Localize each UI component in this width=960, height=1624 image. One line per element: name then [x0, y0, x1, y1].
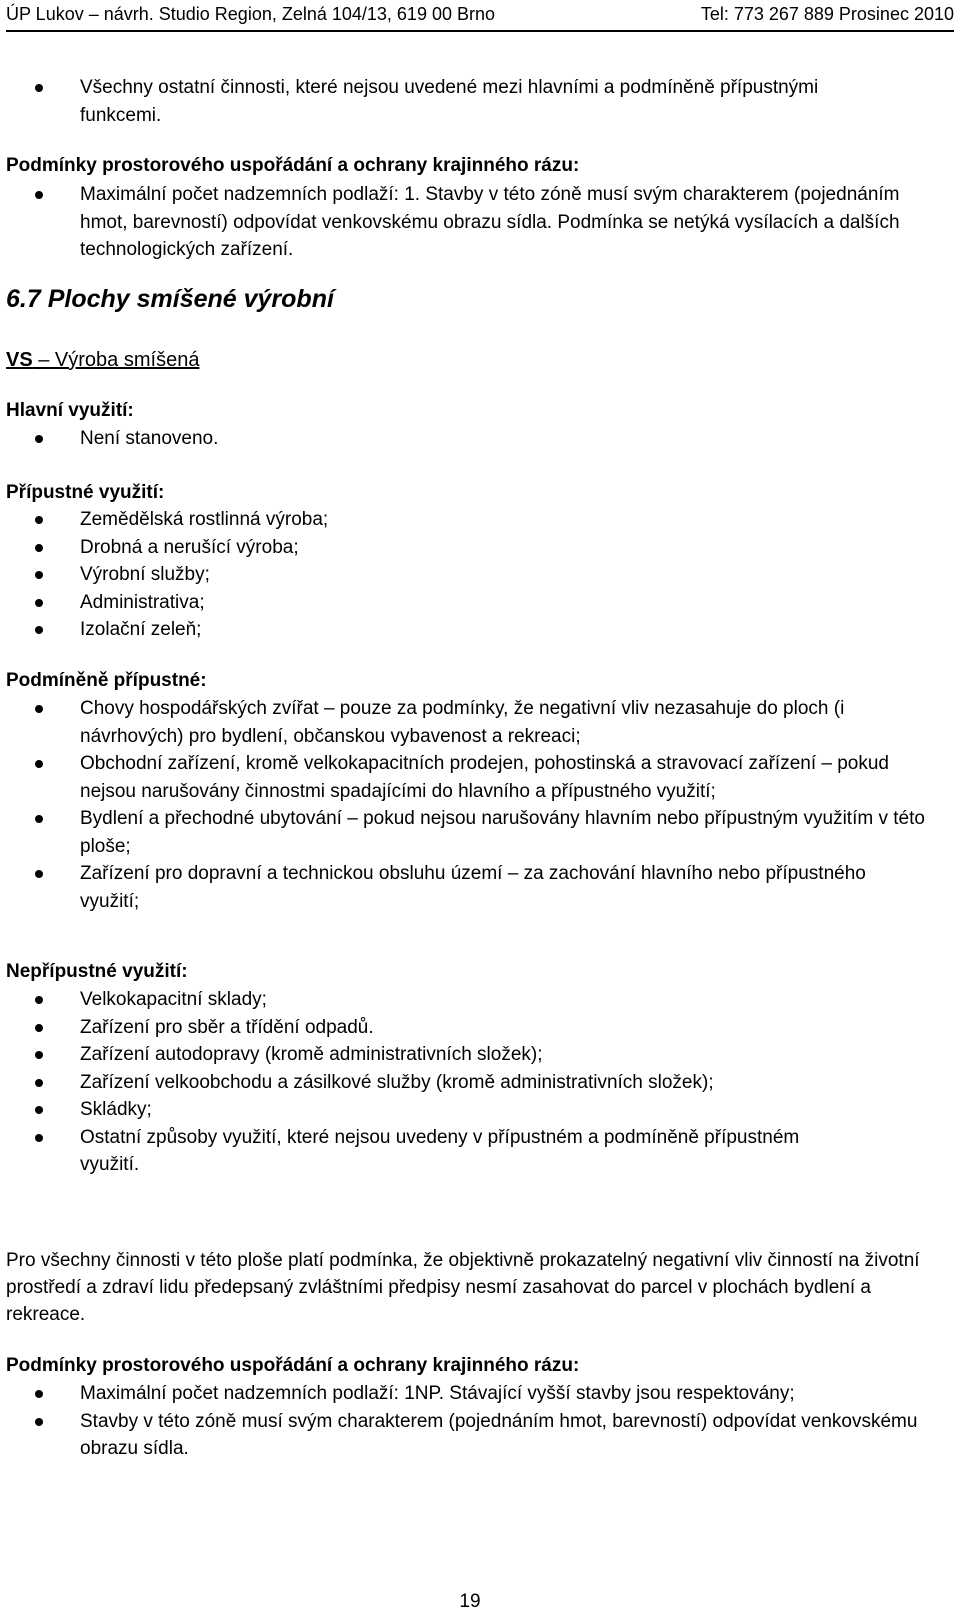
page-number: 19 — [459, 1591, 481, 1612]
list-item: Stavby v této zóně musí svým charakterem (pojednáním hmot, barevností) odpovídat venkovskému obrazu sídla. — [6, 1408, 954, 1463]
list-item: Velkokapacitní sklady; — [6, 986, 954, 1014]
bullet-icon — [35, 544, 43, 552]
list-item: Bydlení a přechodné ubytování – pokud nejsou narušovány hlavním nebo přípustným využitím v této ploše; — [6, 805, 954, 860]
section-title: 6.7 Plochy smíšené výrobní — [6, 285, 334, 313]
bullet-icon — [35, 599, 43, 607]
section-code: VS — [6, 349, 33, 371]
general-condition-paragraph: Pro všechny činnosti v této ploše platí podmínka, že objektivně prokazatelný negativní vliv činností na životní prostředí a zdraví lidu předepsaný zvláštními předpisy nesmí zasahovat do parcel v plochách bydlení a rekreace. — [6, 1250, 920, 1325]
prohibited-heading: Nepřípustné využití: — [6, 961, 188, 982]
list-item: Zařízení velkoobchodu a zásilkové služby (kromě administrativních složek); — [6, 1069, 954, 1097]
bullet-icon — [35, 870, 43, 878]
list-item: Izolační zeleň; — [6, 616, 954, 644]
bullet-icon — [35, 516, 43, 524]
bullet-icon — [35, 84, 43, 92]
bullet-icon — [35, 435, 43, 443]
conditions-heading: Podmínky prostorového uspořádání a ochrany krajinného rázu: — [6, 155, 580, 176]
list-item: Ostatní způsoby využití, které nejsou uvedeny v přípustném a podmíněně přípustném využití. — [6, 1124, 954, 1179]
bullet-icon — [35, 1134, 43, 1142]
conditions-heading-2: Podmínky prostorového uspořádání a ochrany krajinného rázu: — [6, 1355, 580, 1376]
list-item: Skládky; — [6, 1096, 954, 1124]
bullet-icon — [35, 626, 43, 634]
list-item: Výrobní služby; — [6, 561, 954, 589]
list-item: Zemědělská rostlinná výroba; — [6, 506, 954, 534]
intro-list — [6, 74, 954, 129]
main-use-heading: Hlavní využití: — [6, 400, 134, 421]
bullet-icon — [35, 815, 43, 823]
list-item: Zařízení autodopravy (kromě administrativních složek); — [6, 1041, 954, 1069]
bullet-icon — [35, 1390, 43, 1398]
bullet-icon — [35, 191, 43, 199]
list-item: Obchodní zařízení, kromě velkokapacitních prodejen, pohostinská a stravovací zařízení – pokud nejsou narušovány činnostmi spadajícími do hlavního a přípustného využití; — [6, 750, 954, 805]
bullet-icon — [35, 760, 43, 768]
main-use-list — [6, 425, 954, 453]
list-item: Zařízení pro dopravní a technickou obsluhu území – za zachování hlavního nebo přípustného využití; — [6, 860, 954, 915]
list-item: Chovy hospodářských zvířat – pouze za podmínky, že negativní vliv nezasahuje do ploch (i návrhových) pro bydlení, občanskou vybavenost a rekreaci; — [6, 695, 954, 750]
prohibited-list — [6, 986, 954, 1179]
header-left: ÚP Lukov – návrh. Studio Region, Zelná 104/13, 619 00 Brno — [6, 4, 495, 24]
bullet-icon — [35, 1079, 43, 1087]
list-item: Drobná a nerušící výroba; — [6, 534, 954, 562]
conditional-heading: Podmíněně přípustné: — [6, 670, 207, 691]
permitted-list — [6, 506, 954, 644]
list-item: Administrativa; — [6, 589, 954, 617]
list-item: Maximální počet nadzemních podlaží: 1NP. Stávající vyšší stavby jsou respektovány; — [6, 1380, 954, 1408]
conditions-list — [6, 181, 954, 264]
bullet-icon — [35, 705, 43, 713]
list-item: Maximální počet nadzemních podlaží: 1. Stavby v této zóně musí svým charakterem (pojednáním hmot, barevností) odpovídat venkovskému obrazu sídla. Podmínka se netýká vysílacích a dalších technologických zařízení. — [6, 181, 954, 264]
page-header — [6, 0, 954, 32]
bullet-icon — [35, 1051, 43, 1059]
section-subtitle-text: – Výroba smíšená — [32, 349, 200, 371]
bullet-icon — [35, 1024, 43, 1032]
bullet-icon — [35, 571, 43, 579]
section-subtitle — [6, 347, 199, 373]
bullet-icon — [35, 1106, 43, 1114]
conditional-list — [6, 695, 954, 915]
bullet-icon — [35, 1418, 43, 1426]
bullet-icon — [35, 996, 43, 1004]
permitted-heading: Přípustné využití: — [6, 482, 165, 503]
list-item: Všechny ostatní činnosti, které nejsou uvedené mezi hlavními a podmíněně přípustnými funkcemi. — [6, 74, 954, 129]
list-item: Není stanoveno. — [6, 425, 954, 453]
conditions-list-2 — [6, 1380, 954, 1463]
header-right: Tel: 773 267 889 Prosinec 2010 — [700, 4, 954, 24]
list-item: Zařízení pro sběr a třídění odpadů. — [6, 1014, 954, 1042]
